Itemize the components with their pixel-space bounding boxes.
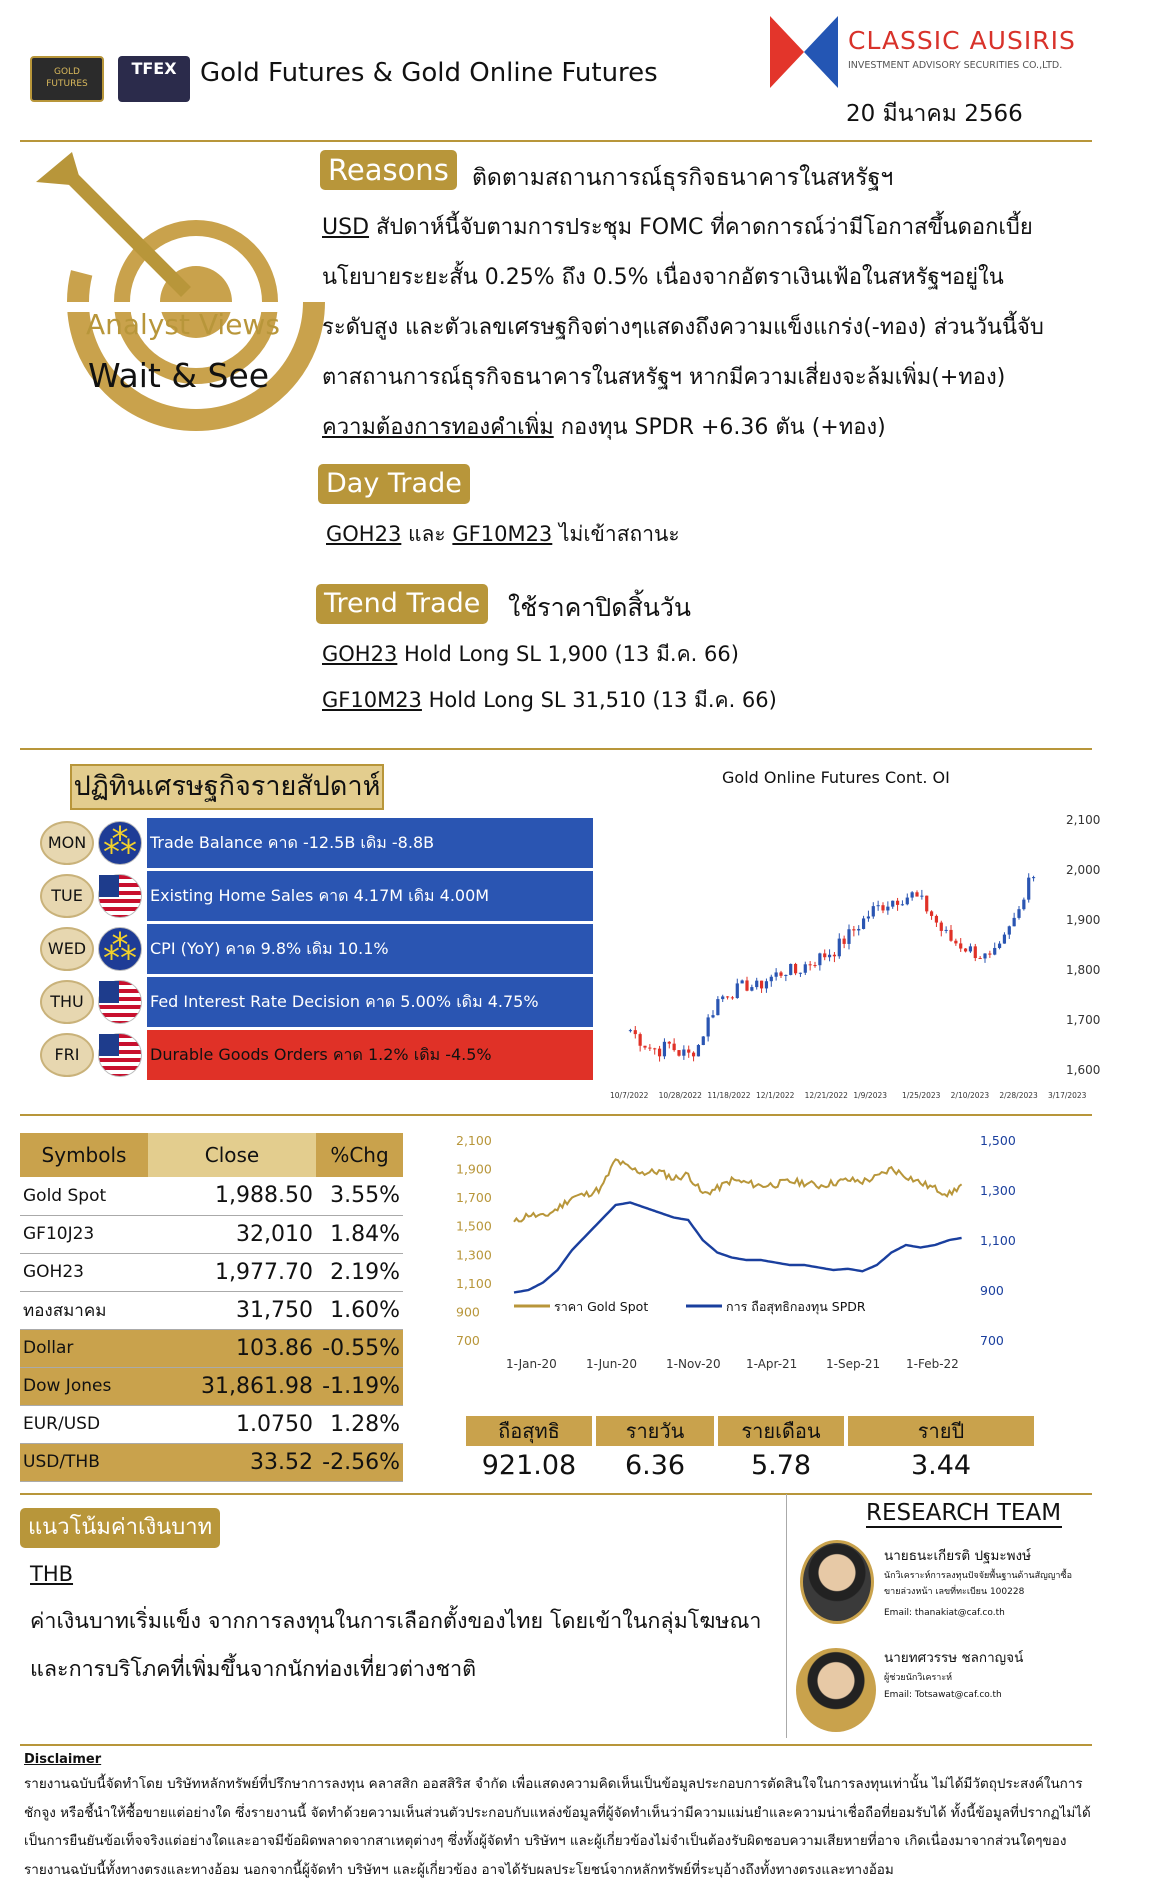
candle-body: [823, 953, 826, 957]
y-tick-label: 1,800: [1066, 963, 1100, 977]
day-label: FRI: [40, 1033, 94, 1077]
disclaimer-line-3: เป็นการยืนยันข้อเท็จจริงแต่อย่างใดและอาจมีข้อผิดพลาดจากสาเหตุต่างๆ ซึ่งทั้งผู้จัดทำ บริษัทฯ และผู้เกี่ยวข้องไม่จำเป็นต้องรับผิดชอบความเสียหายที่อาจ เกิดเนื่องมาจากส่วนใดๆของ: [24, 1827, 1128, 1856]
thb-line-2: และการบริโภคที่เพิ่มขึ้นจากนักท่องเที่ยวต่างชาติ: [30, 1646, 761, 1694]
oi-chart-title: Gold Online Futures Cont. OI: [722, 768, 950, 787]
day-trade-contract-2: GF10M23: [452, 522, 552, 546]
candle-body: [891, 901, 894, 907]
table-row: [20, 1177, 403, 1215]
chg-header: %Chg: [316, 1133, 403, 1177]
y-left-tick-label: 2,100: [456, 1133, 492, 1148]
x-tick-label: 12/21/2022: [805, 1091, 848, 1100]
disclaimer-body: [24, 1770, 1128, 1884]
y-left-tick-label: 900: [456, 1304, 480, 1319]
y-tick-label: 2,000: [1066, 863, 1100, 877]
candle-body: [915, 892, 918, 896]
candle-body: [828, 955, 831, 957]
candle-body: [673, 1044, 676, 1050]
x-tick-label: 2/10/2023: [951, 1091, 990, 1100]
divider: [20, 1744, 1092, 1746]
legend-label: การ ถือสุทธิกองทุน SPDR: [726, 1299, 866, 1315]
member-1-role: นักวิเคราะห์การลงทุนปัจจัยพื้นฐานด้านสัญญาซื้อขายล่วงหน้า เลขที่ทะเบียน 100228: [884, 1568, 1084, 1600]
target-icon: [36, 152, 288, 312]
trend-code-1: GOH23: [322, 642, 397, 666]
candle-body: [726, 996, 729, 997]
series-line: [514, 1159, 962, 1222]
candle-body: [993, 948, 996, 955]
x-tick-label: 1-Nov-20: [666, 1357, 721, 1371]
candle-body: [954, 941, 957, 944]
candle-body: [789, 964, 792, 975]
candle-body: [818, 953, 821, 965]
x-tick-label: 10/7/2022: [610, 1091, 649, 1100]
stats-header: รายเดือน: [718, 1416, 844, 1446]
x-tick-label: 1-Sep-21: [826, 1357, 880, 1371]
x-tick-label: 3/17/2023: [1048, 1091, 1087, 1100]
candle-body: [872, 906, 875, 916]
trend-code-2: GF10M23: [322, 688, 422, 712]
symbol-cell: GOH23: [20, 1253, 148, 1291]
stats-value: 6.36: [596, 1450, 714, 1481]
reasons-badge: Reasons: [320, 150, 457, 190]
chg-cell: 3.55%: [316, 1177, 403, 1215]
y-right-tick-label: 700: [980, 1333, 1004, 1348]
candle-body: [969, 946, 972, 951]
candle-body: [1008, 926, 1011, 934]
stats-header: รายวัน: [596, 1416, 714, 1446]
symbol-cell: ทองสมาคม: [20, 1291, 148, 1329]
close-cell: 103.86: [148, 1329, 316, 1367]
demand-label: ความต้องการทองคำเพิ่ม: [322, 415, 554, 440]
y-left-tick-label: 1,100: [456, 1276, 492, 1291]
y-tick-label: 1,700: [1066, 1013, 1100, 1027]
research-divider: [786, 1494, 787, 1738]
y-left-tick-label: 700: [456, 1333, 480, 1348]
candle-body: [765, 981, 768, 988]
candle-body: [1013, 918, 1016, 926]
y-right-tick-label: 1,100: [980, 1233, 1016, 1248]
page-title: Gold Futures & Gold Online Futures: [200, 58, 658, 88]
symbol-cell: Dow Jones: [20, 1367, 148, 1405]
trend-trade-note: ใช้ราคาปิดสิ้นวัน: [508, 588, 691, 628]
reasons-body: [322, 203, 1130, 453]
candle-body: [702, 1036, 705, 1045]
x-tick-label: 10/28/2022: [659, 1091, 702, 1100]
table-row: [20, 1367, 403, 1405]
thb-badge: แนวโน้มค่าเงินบาท: [20, 1508, 220, 1548]
candle-body: [663, 1042, 666, 1057]
disclaimer-title: Disclaimer: [24, 1752, 101, 1767]
candle-body: [1022, 900, 1025, 910]
candle-body: [677, 1050, 680, 1056]
candle-body: [731, 997, 734, 998]
candle-body: [1017, 909, 1020, 918]
candle-body: [881, 905, 884, 910]
thb-body: [30, 1598, 761, 1694]
close-cell: 1.0750: [148, 1405, 316, 1443]
candle-body: [901, 904, 904, 905]
x-tick-label: 11/18/2022: [707, 1091, 750, 1100]
candle-body: [629, 1030, 632, 1031]
trend-text-1: Hold Long SL 1,900 (13 มี.ค. 66): [397, 642, 739, 666]
candle-body: [862, 918, 865, 929]
candle-body: [711, 1015, 714, 1017]
stats-value: 5.78: [718, 1450, 844, 1481]
y-tick-label: 1,600: [1066, 1063, 1100, 1077]
disclaimer-line-1: รายงานฉบับนี้จัดทำโดย บริษัทหลักทรัพย์ที่ปรึกษาการลงทุน คลาสสิก ออสสิริส จำกัด เพื่อแสดงความคิดเห็นเป็นข้อมูลประกอบการตัดสินใจในการลงทุนเท่านั้น ไม่ได้มีวัตถุประสงค์ในการ: [24, 1770, 1128, 1799]
reasons-line-2: นโยบายระยะสั้น 0.25% ถึง 0.5% เนื่องจากอัตราเงินเฟ้อในสหรัฐฯอยู่ใน: [322, 253, 1130, 303]
candle-body: [935, 916, 938, 923]
candle-body: [843, 939, 846, 944]
candle-body: [745, 980, 748, 990]
calendar-event: Durable Goods Orders คาด 1.2% เดิม -4.5%: [147, 1030, 593, 1080]
candle-body: [964, 949, 967, 952]
candle-body: [634, 1030, 637, 1034]
candle-body: [974, 946, 977, 958]
eu-flag-icon: ⁂: [98, 821, 142, 865]
y-right-tick-label: 1,500: [980, 1133, 1016, 1148]
candle-body: [877, 905, 880, 906]
candle-body: [930, 911, 933, 916]
candle-body: [867, 916, 870, 918]
eu-flag-icon: ⁂: [98, 927, 142, 971]
table-row: [20, 1405, 403, 1443]
day-label: MON: [40, 821, 94, 865]
reasons-line-5: กองทุน SPDR +6.36 ตัน (+ทอง): [554, 415, 886, 440]
symbol-cell: EUR/USD: [20, 1405, 148, 1443]
day-label: THU: [40, 980, 94, 1024]
chg-cell: -1.19%: [316, 1367, 403, 1405]
candle-body: [896, 901, 899, 905]
symbol-cell: Gold Spot: [20, 1177, 148, 1215]
day-label: WED: [40, 927, 94, 971]
legend-label: ราคา Gold Spot: [554, 1299, 648, 1314]
candle-body: [697, 1045, 700, 1056]
candle-body: [911, 892, 914, 897]
ausiris-mark-icon: [770, 16, 838, 88]
thb-line-1: ค่าเงินบาทเริ่มแข็ง จากการลงทุนในการเลือกตั้งของไทย โดยเข้าในกลุ่มโฆษณา: [30, 1598, 761, 1646]
close-cell: 31,750: [148, 1291, 316, 1329]
candle-body: [959, 943, 962, 948]
disclaimer-line-4: รายงานฉบับนี้ทั้งทางตรงและทางอ้อม นอกจากนี้ผู้จัดทำ บริษัทฯ และผู้เกี่ยวข้อง อาจได้รับผลประโยชน์จากหลักทรัพย์ที่ระบุอ้างถึงทั้งทางตรงและทางอ้อม: [24, 1856, 1128, 1884]
y-right-tick-label: 1,300: [980, 1183, 1016, 1198]
calendar-title: ปฏิทินเศรษฐกิจรายสัปดาห์: [70, 764, 384, 810]
tfex-logo: [118, 56, 190, 102]
candle-body: [682, 1050, 685, 1056]
day-trade-line: [326, 518, 680, 551]
chg-cell: 1.60%: [316, 1291, 403, 1329]
research-team-title: RESEARCH TEAM: [866, 1500, 1062, 1528]
table-row: [20, 1329, 403, 1367]
gold-futures-logo-text: GOLD FUTURES: [46, 67, 88, 89]
symbols-table: [20, 1133, 403, 1482]
candle-body: [658, 1049, 661, 1057]
candle-body: [847, 929, 850, 944]
company-subtitle: INVESTMENT ADVISORY SECURITIES CO.,LTD.: [848, 60, 1062, 71]
candle-body: [755, 981, 758, 987]
candle-body: [1032, 877, 1035, 878]
gold-spdr-chart: [454, 1124, 1044, 1394]
disclaimer-line-2: ชักจูง หรือชี้นำให้ซื้อขายแต่อย่างใด ซึ่งรายงานนี้ จัดทำด้วยความเห็นส่วนตัวประกอบกับแหล่งข้อมูลที่ผู้จัดทำเห็นว่ามีความแม่นยำและความน่าเชื่อถือที่ยอมรับได้ ทั้งนี้ข้อมูลที่ปรากฏไม่ได้: [24, 1799, 1128, 1828]
table-row: [20, 1253, 403, 1291]
candle-body: [945, 930, 948, 931]
candle-body: [804, 964, 807, 972]
gold-futures-logo: [30, 56, 104, 102]
candle-body: [998, 944, 1001, 948]
candle-body: [988, 954, 991, 955]
x-tick-label: 1/9/2023: [853, 1091, 887, 1100]
chg-cell: 2.19%: [316, 1253, 403, 1291]
candle-body: [721, 996, 724, 999]
y-left-tick-label: 1,900: [456, 1162, 492, 1177]
calendar-event: Trade Balance คาด -12.5B เดิม -8.8B: [147, 818, 593, 868]
chg-cell: 1.28%: [316, 1405, 403, 1443]
member-1-email: Email: thanakiat@caf.co.th: [884, 1608, 1005, 1618]
reasons-line-3: ระดับสูง และตัวเลขเศรษฐกิจต่างๆแสดงถึงความแข็งแกร่ง(-ทอง) ส่วนวันนี้จับ: [322, 303, 1130, 353]
report-date: 20 มีนาคม 2566: [846, 96, 1023, 132]
symbol-cell: USD/THB: [20, 1443, 148, 1481]
y-left-tick-label: 1,500: [456, 1219, 492, 1234]
candle-body: [779, 972, 782, 975]
table-row: [20, 1291, 403, 1329]
trend-text-2: Hold Long SL 31,510 (13 มี.ค. 66): [422, 688, 777, 712]
chg-cell: -0.55%: [316, 1329, 403, 1367]
analyst-avatar-1: [800, 1540, 874, 1624]
y-right-tick-label: 900: [980, 1283, 1004, 1298]
x-tick-label: 1-Feb-22: [906, 1357, 959, 1371]
thb-label: THB: [30, 1562, 73, 1586]
candle-body: [838, 939, 841, 957]
candle-body: [643, 1046, 646, 1048]
candle-body: [813, 965, 816, 966]
candle-body: [775, 972, 778, 976]
candle-body: [925, 896, 928, 912]
candle-body: [983, 954, 986, 959]
trend-trade-row-1: [322, 638, 739, 671]
trend-trade-badge: Trend Trade: [316, 584, 488, 624]
analyst-view-value: Wait & See: [88, 356, 269, 395]
candle-body: [833, 955, 836, 957]
classic-ausiris-logo: [770, 16, 838, 88]
candle-body: [784, 975, 787, 976]
candle-body: [852, 929, 855, 930]
member-2-email: Email: Totsawat@caf.co.th: [884, 1690, 1002, 1700]
candle-body: [707, 1017, 710, 1036]
candle-body: [886, 907, 889, 911]
close-cell: 1,988.50: [148, 1177, 316, 1215]
calendar-event: Existing Home Sales คาด 4.17M เดิม 4.00M: [147, 871, 593, 921]
us-flag-icon: [98, 980, 142, 1024]
candle-body: [979, 958, 982, 959]
symbol-cell: GF10J23: [20, 1215, 148, 1253]
candle-body: [940, 923, 943, 931]
candle-body: [736, 983, 739, 998]
gold-spdr-plot: [454, 1124, 1044, 1394]
candle-body: [687, 1050, 690, 1053]
reasons-line-1: สัปดาห์นี้จับตามการประชุม FOMC ที่คาดการณ์ว่ามีโอกาสขึ้นดอกเบี้ย: [369, 215, 1033, 240]
company-name: CLASSIC AUSIRIS: [848, 26, 1076, 55]
candle-body: [920, 896, 923, 897]
close-cell: 32,010: [148, 1215, 316, 1253]
trend-trade-row-2: [322, 684, 777, 717]
chg-cell: -2.56%: [316, 1443, 403, 1481]
divider: [20, 1114, 1092, 1116]
member-2-name: นายทศวรรษ ชลกาญจน์: [884, 1646, 1023, 1668]
day-label: TUE: [40, 874, 94, 918]
symbols-header: Symbols: [20, 1133, 148, 1177]
member-2-role: ผู้ช่วยนักวิเคราะห์: [884, 1670, 952, 1684]
close-cell: 33.52: [148, 1443, 316, 1481]
candle-body: [760, 981, 763, 989]
day-trade-contract-1: GOH23: [326, 522, 401, 546]
stats-header: ถือสุทธิ: [466, 1416, 592, 1446]
candle-body: [770, 977, 773, 981]
us-flag-icon: [98, 874, 142, 918]
member-1-name: นายธนะเกียรติ ปฐมะพงษ์: [884, 1544, 1031, 1566]
y-left-tick-label: 1,700: [456, 1190, 492, 1205]
divider: [20, 1493, 1092, 1495]
candle-body: [653, 1048, 656, 1049]
chg-cell: 1.84%: [316, 1215, 403, 1253]
candle-body: [639, 1034, 642, 1046]
tfex-logo-text: TFEX: [131, 59, 176, 78]
stats-value: 921.08: [466, 1450, 592, 1481]
analyst-views-label: Analyst Views: [86, 308, 280, 341]
day-trade-mid: และ: [401, 522, 452, 546]
candle-body: [1003, 935, 1006, 944]
x-tick-label: 1-Jan-20: [506, 1357, 557, 1371]
candle-body: [857, 929, 860, 930]
symbol-cell: Dollar: [20, 1329, 148, 1367]
candle-body: [750, 987, 753, 991]
reasons-headline: ติดตามสถานการณ์ธุรกิจธนาคารในสหรัฐฯ: [472, 160, 893, 196]
candle-body: [648, 1048, 651, 1049]
candle-body: [794, 964, 797, 973]
x-tick-label: 2/28/2023: [999, 1091, 1038, 1100]
us-flag-icon: [98, 1033, 142, 1077]
divider: [20, 748, 1092, 750]
table-row: [20, 1443, 403, 1481]
stats-header: รายปี: [848, 1416, 1034, 1446]
candle-body: [799, 973, 802, 974]
candle-body: [716, 999, 719, 1015]
candle-body: [668, 1042, 671, 1044]
y-tick-label: 1,900: [1066, 913, 1100, 927]
candle-body: [906, 898, 909, 905]
x-tick-label: 1/25/2023: [902, 1091, 941, 1100]
candle-body: [949, 930, 952, 941]
x-tick-label: 1-Apr-21: [746, 1357, 797, 1371]
candle-body: [741, 980, 744, 983]
series-line: [514, 1203, 962, 1293]
candle-body: [1027, 878, 1030, 900]
table-row: [20, 1215, 403, 1253]
calendar-event: CPI (YoY) คาด 9.8% เดิม 10.1%: [147, 924, 593, 974]
candle-body: [809, 964, 812, 965]
oi-chart: [616, 760, 1092, 1100]
x-tick-label: 1-Jun-20: [586, 1357, 637, 1371]
y-tick-label: 2,100: [1066, 813, 1100, 827]
close-cell: 31,861.98: [148, 1367, 316, 1405]
day-trade-tail: ไม่เข้าสถานะ: [552, 522, 679, 546]
y-left-tick-label: 1,300: [456, 1247, 492, 1262]
candle-body: [692, 1053, 695, 1057]
usd-label: USD: [322, 215, 369, 240]
close-header: Close: [148, 1133, 316, 1177]
reasons-line-4: ตาสถานการณ์ธุรกิจธนาคารในสหรัฐฯ หากมีความเสี่ยงจะล้มเพิ่ม(+ทอง): [322, 353, 1130, 403]
calendar-event: Fed Interest Rate Decision คาด 5.00% เดิม 4.75%: [147, 977, 593, 1027]
divider: [20, 140, 1092, 142]
analyst-avatar-2: [796, 1648, 876, 1732]
day-trade-badge: Day Trade: [318, 464, 470, 504]
x-tick-label: 12/1/2022: [756, 1091, 795, 1100]
stats-value: 3.44: [848, 1450, 1034, 1481]
close-cell: 1,977.70: [148, 1253, 316, 1291]
oi-chart-plot: [616, 800, 1092, 1100]
